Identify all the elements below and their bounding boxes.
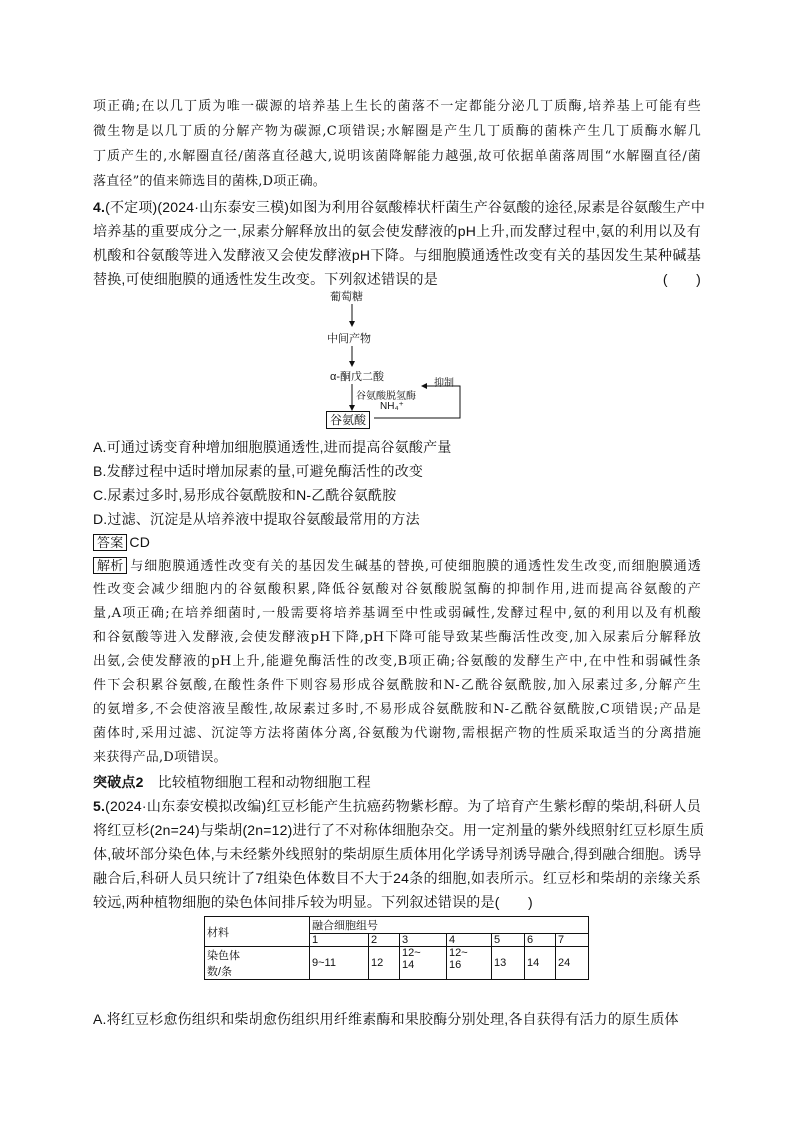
nh4-label: NH₄⁺ — [380, 401, 404, 412]
answer-bracket: ( ) — [662, 271, 701, 287]
group-5: 5 — [492, 934, 525, 947]
node-intermediate: 中间产物 — [327, 333, 371, 345]
q4-option-c: C.尿素过多时,易形成谷氨酰胺和N-乙酰谷氨酰胺 — [93, 487, 397, 503]
q5-number: 5. — [93, 798, 106, 814]
analysis-line-5: 出氨,会使发酵液的pH上升,能避免酶活性的改变,B项正确;谷氨酸的发酵生产中,在中性和弱碱性条 — [93, 654, 701, 669]
analysis-line-1: 解析 与细胞膜通透性改变有关的基因发生碱基的替换,可使细胞膜的通透性发生改变,而细胞膜通透 — [93, 557, 701, 576]
q4-option-a: A.可通过诱变育种增加细胞膜通透性,进而提高谷氨酸产量 — [93, 439, 452, 455]
prev-answer-line-3: 丁质产生的,水解圈直径/菌落直径越大,说明该菌降解能力越强,故可依据单菌落周围“水解圈直径/菌 — [93, 149, 701, 164]
value-2: 12 — [369, 947, 400, 980]
analysis-line-6: 件下会积累谷氨酸,在酸性条件下则容易形成谷氨酰胺和N-乙酰谷氨酰胺,加入尿素过多,分解产生 — [93, 678, 701, 693]
value-5: 13 — [492, 947, 525, 980]
row-label: 染色体 数/条 — [205, 947, 310, 980]
table-header-group: 融合细胞组号 — [310, 917, 589, 934]
analysis-line-4: 和谷氨酸等进入发酵液,会使发酵液pH下降,pH下降可能导致某些酶活性改变,加入尿素后分解释放 — [93, 630, 701, 645]
q5-line-5: 较远,两种植物细胞的染色体间排斥较为明显。下列叙述错误的是( ) — [93, 894, 533, 910]
value-3: 12~ 14 — [400, 947, 447, 980]
inhibit-label: 抑制 — [434, 378, 454, 389]
table-header-material: 材料 — [205, 917, 310, 947]
analysis-line-8: 菌体时,采用过滤、沉淀等方法将菌体分离,谷氨酸为代谢物,需根据产物的性质采取适当的分离措施 — [93, 726, 701, 741]
analysis-line-2: 性改变会减少细胞内的谷氨酸积累,降低谷氨酸对谷氨酸脱氢酶的抑制作用,进而提高谷氨酸的产 — [93, 582, 701, 597]
group-6: 6 — [525, 934, 556, 947]
node-glucose: 葡萄糖 — [330, 291, 363, 303]
group-3: 3 — [400, 934, 447, 947]
value-7: 24 — [556, 947, 589, 980]
q4-line-2: 培养基的重要成分之一,尿素分解释放出的氨会使发酵液的pH上升,而发酵过程中,氨的利用以及有 — [93, 223, 701, 239]
q5-option-a: A.将红豆杉愈伤组织和柴胡愈伤组织用纤维素酶和果胶酶分别处理,各自获得有活力的原生质体 — [93, 1011, 679, 1027]
group-1: 1 — [310, 934, 369, 947]
answer-tag: 答案 — [93, 534, 127, 551]
group-7: 7 — [556, 934, 589, 947]
group-4: 4 — [447, 934, 492, 947]
q5-line-4: 融合后,科研人员只统计了7组染色体数目不大于24条的细胞,如表所示。红豆杉和柴胡的亲缘关系 — [93, 870, 701, 886]
group-2: 2 — [369, 934, 400, 947]
enzyme-label: 谷氨酸脱氢酶 — [356, 391, 416, 402]
chromosome-table — [204, 916, 589, 980]
q4-line-4: 替换,可使细胞膜的通透性发生改变。下列叙述错误的是 ( ) — [93, 271, 701, 287]
prev-answer-line-1: 项正确;在以几丁质为唯一碳源的培养基上生长的菌落不一定都能分泌几丁质酶,培养基上可能有些 — [93, 99, 701, 114]
q4-option-d: D.过滤、沉淀是从培养液中提取谷氨酸最常用的方法 — [93, 511, 420, 527]
pathway-diagram — [300, 288, 480, 438]
analysis-line-9: 来获得产品,D项错误。 — [93, 750, 227, 765]
section-title: 比较植物细胞工程和动物细胞工程 — [157, 774, 371, 790]
analysis-line-3: 量,A项正确;在培养细菌时,一般需要将培养基调至中性或弱碱性,发酵过程中,氨的利用以及有机酸 — [93, 606, 701, 621]
q4-option-b: B.发酵过程中适时增加尿素的量,可避免酶活性的改变 — [93, 463, 424, 479]
answer-value: CD — [129, 534, 151, 550]
q4-line-1: 4.(不定项)(2024·山东泰安三模)如图为利用谷氨酸棒状杆菌生产谷氨酸的途径,尿素是谷氨酸生产中 — [93, 199, 706, 215]
q5-line-3: 体,破坏部分染色体,与未经紫外线照射的柴胡原生质体用化学诱导剂诱导融合,得到融合细胞。诱导 — [93, 846, 702, 862]
q5-line-1: 5.(2024·山东泰安模拟改编)红豆杉能产生抗癌药物紫杉醇。为了培育产生紫杉醇的柴胡,科研人员 — [93, 798, 701, 814]
prev-answer-line-2: 微生物是以几丁质的分解产物为碳源,C项错误;水解圈是产生几丁质酶的菌株产生几丁质酶水解几 — [93, 124, 701, 139]
value-1: 9~11 — [310, 947, 369, 980]
value-4: 12~ 16 — [447, 947, 492, 980]
analysis-tag: 解析 — [93, 557, 127, 574]
q5-line-2: 将红豆杉(2n=24)与柴胡(2n=12)进行了不对称体细胞杂交。用一定剂量的紫外线照射红豆杉原生质 — [93, 822, 705, 838]
q4-number: 4. — [93, 199, 106, 215]
node-glutamate: 谷氨酸 — [326, 411, 370, 429]
prev-answer-line-4: 落直径”的值来筛选目的菌株,D项正确。 — [93, 174, 327, 189]
section-label: 突破点2 — [93, 774, 144, 790]
q4-line-3: 机酸和谷氨酸等进入发酵液又会使发酵液pH下降。与细胞膜通透性改变有关的基因发生某种碱基 — [93, 247, 701, 263]
section-heading — [93, 773, 701, 791]
q4-answer — [93, 533, 701, 551]
value-6: 14 — [525, 947, 556, 980]
node-akg: α-酮戊二酸 — [330, 371, 385, 383]
analysis-line-7: 的氨增多,不会使溶液呈酸性,故尿素过多时,不易形成谷氨酰胺和N-乙酰谷氨酰胺,C项错误;产品是 — [93, 702, 701, 717]
